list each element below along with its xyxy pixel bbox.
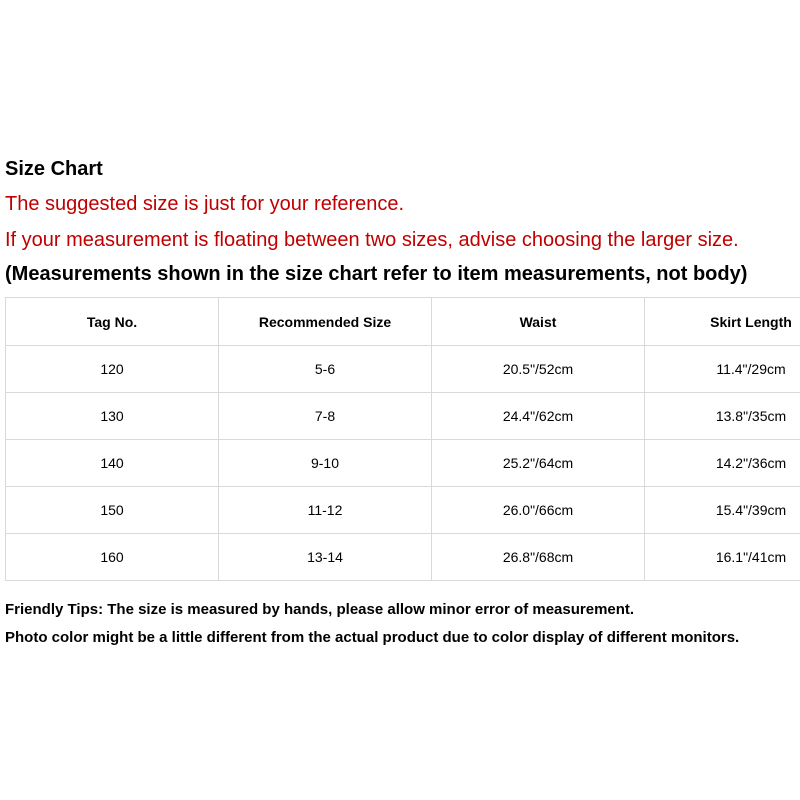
table-row [6,346,800,393]
size-table [5,297,800,581]
color-disclaimer: Photo color might be a little different from the actual product due to color display of different monitors. [5,629,740,646]
cell-tag-no: 140 [6,440,219,487]
table-row [6,487,800,534]
header-recommended-size: Recommended Size [219,298,432,346]
table-row [6,393,800,440]
friendly-tips: Friendly Tips: The size is measured by hands, please allow minor error of measurement. [5,601,635,618]
header-tag-no: Tag No. [6,298,219,346]
cell-tag-no: 130 [6,393,219,440]
size-chart-title: Size Chart [5,158,103,180]
cell-waist: 26.8"/68cm [432,534,645,581]
cell-waist: 26.0"/66cm [432,487,645,534]
cell-recommended-size: 7-8 [219,393,432,440]
measurement-note: (Measurements shown in the size chart refer to item measurements, not body) [5,263,748,285]
reference-notice: The suggested size is just for your reference. [5,193,405,215]
cell-skirt-length: 11.4"/29cm [645,346,800,393]
cell-tag-no: 150 [6,487,219,534]
cell-tag-no: 160 [6,534,219,581]
cell-skirt-length: 13.8"/35cm [645,393,800,440]
cell-skirt-length: 14.2"/36cm [645,440,800,487]
cell-waist: 24.4"/62cm [432,393,645,440]
cell-recommended-size: 9-10 [219,440,432,487]
cell-recommended-size: 11-12 [219,487,432,534]
table-row [6,440,800,487]
cell-skirt-length: 15.4"/39cm [645,487,800,534]
cell-skirt-length: 16.1"/41cm [645,534,800,581]
cell-waist: 25.2"/64cm [432,440,645,487]
cell-recommended-size: 5-6 [219,346,432,393]
sizing-advice: If your measurement is floating between two sizes, advise choosing the larger size. [5,229,739,251]
cell-waist: 20.5"/52cm [432,346,645,393]
table-header-row [6,298,800,346]
header-waist: Waist [432,298,645,346]
cell-tag-no: 120 [6,346,219,393]
table-row [6,534,800,581]
cell-recommended-size: 13-14 [219,534,432,581]
header-skirt-length: Skirt Length [645,298,800,346]
